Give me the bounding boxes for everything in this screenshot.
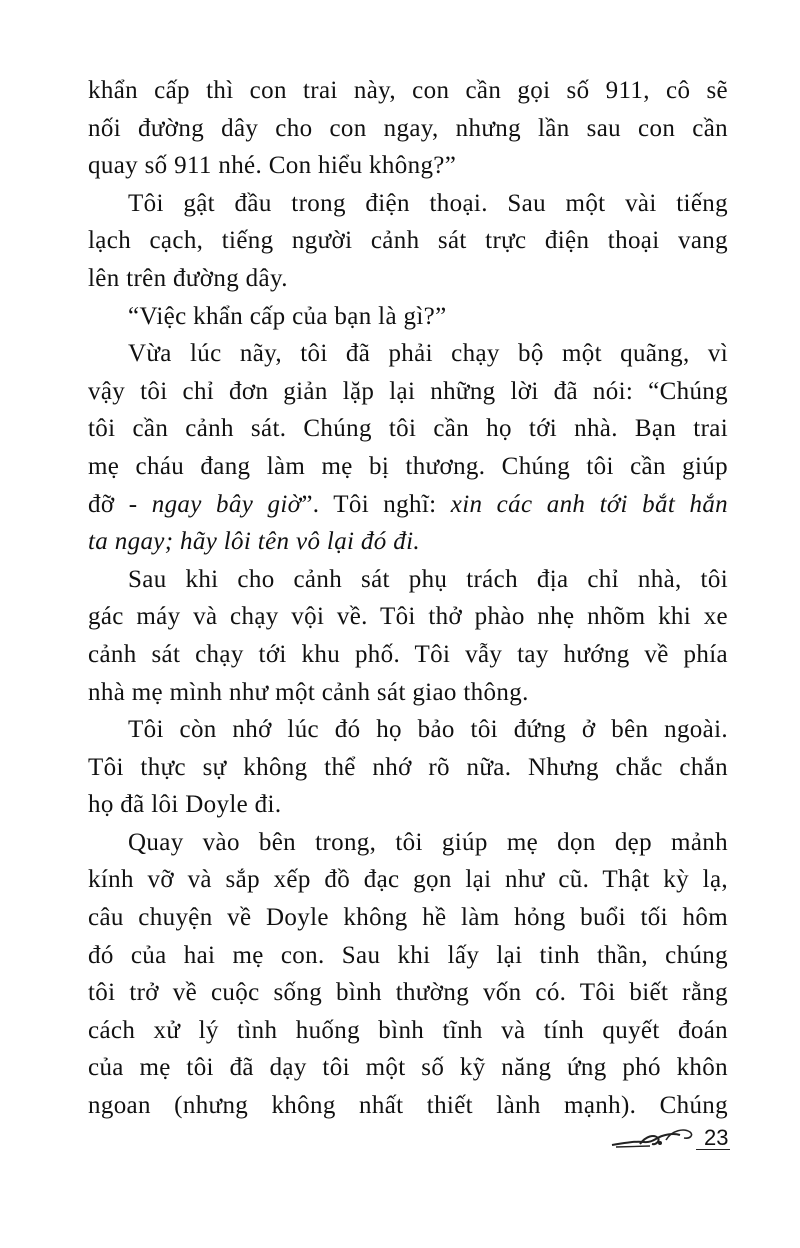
text-segment: ”. Tôi nghĩ: [301, 490, 451, 518]
text-line: họ đã lôi Doyle đi. [88, 791, 282, 819]
body-text [88, 72, 728, 1125]
italic-segment: ngay bây giờ [151, 490, 302, 518]
text-line: lạch cạch, tiếng người cảnh sát trực điện thoại vang [88, 227, 728, 255]
text-line: nối đường dây cho con ngay, nhưng lần sau con cần [88, 114, 728, 142]
text-line: khẩn cấp thì con trai này, con cần gọi số 911, cô sẽ [88, 77, 728, 104]
italic-segment: ta ngay; hãy lôi tên vô lại đó đi. [88, 528, 420, 556]
text-line: Sau khi cho cảnh sát phụ trách địa chỉ nhà, tôi [128, 565, 728, 593]
page-footer [610, 1118, 730, 1158]
text-line: Quay vào bên trong, tôi giúp mẹ dọn dẹp mảnh [128, 828, 728, 856]
text-line: đó của hai mẹ con. Sau khi lấy lại tinh thần, chúng [88, 941, 728, 969]
text-line: câu chuyện về Doyle không hề làm hỏng buổi tối hôm [88, 904, 728, 932]
text-line: Vừa lúc nãy, tôi đã phải chạy bộ một quãng, vì [128, 340, 728, 368]
italic-segment: xin các anh tới bắt hắn [450, 490, 729, 518]
text-line: tôi trở về cuộc sống bình thường vốn có. Tôi biết rằng [88, 979, 728, 1007]
text-line: quay số 911 nhé. Con hiểu không?” [88, 152, 457, 180]
text-line: lên trên đường dây. [88, 264, 288, 292]
text-line: tôi cần cảnh sát. Chúng tôi cần họ tới nhà. Bạn trai [88, 415, 728, 443]
text-line: Tôi còn nhớ lúc đó họ bảo tôi đứng ở bên ngoài. [128, 716, 728, 744]
text-line: gác máy và chạy vội về. Tôi thở phào nhẹ nhõm khi xe [88, 603, 728, 631]
page-number: 23 [704, 1118, 728, 1158]
text-line: Tôi thực sự không thể nhớ rõ nữa. Nhưng chắc chắn [88, 753, 728, 781]
text-line: nhà mẹ mình như một cảnh sát giao thông. [88, 678, 529, 706]
text-line: cách xử lý tình huống bình tĩnh và tính quyết đoán [88, 1016, 728, 1044]
swirl-ornament-icon [610, 1126, 702, 1152]
text-line: ngoan (nhưng không nhất thiết lành mạnh). Chúng [88, 1092, 728, 1120]
text-segment: đỡ - [88, 490, 152, 518]
text-line: cảnh sát chạy tới khu phố. Tôi vẫy tay hướng về phía [88, 640, 728, 668]
text-line: kính vỡ và sắp xếp đồ đạc gọn lại như cũ. Thật kỳ lạ, [88, 866, 728, 894]
text-line [88, 486, 728, 524]
text-line: mẹ cháu đang làm mẹ bị thương. Chúng tôi cần giúp [88, 452, 728, 480]
text-line [88, 523, 728, 561]
text-line: vậy tôi chỉ đơn giản lặp lại những lời đã nói: “Chúng [88, 377, 728, 405]
text-line: của mẹ tôi đã dạy tôi một số kỹ năng ứng phó khôn [88, 1054, 728, 1082]
text-line: “Việc khẩn cấp của bạn là gì?” [128, 302, 447, 330]
text-line: Tôi gật đầu trong điện thoại. Sau một vài tiếng [128, 189, 728, 217]
